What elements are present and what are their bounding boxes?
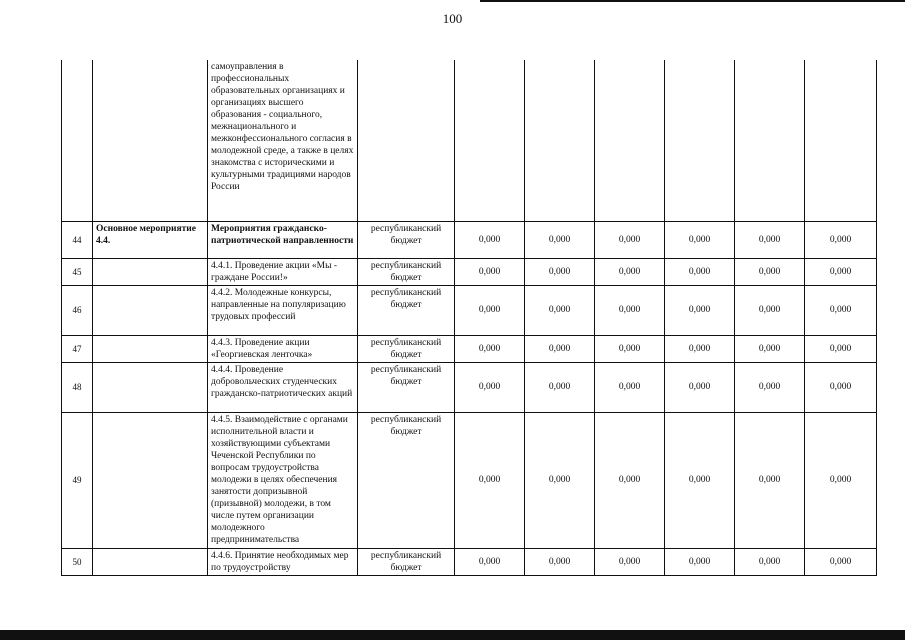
row-value: 0,000 bbox=[665, 548, 735, 575]
row-value bbox=[595, 60, 665, 221]
row-value bbox=[665, 60, 735, 221]
row-value: 0,000 bbox=[665, 362, 735, 412]
row-number: 47 bbox=[62, 335, 93, 362]
row-description: самоуправления в профессиональных образовательных организациях и организациях высшего образования - социального, межнационального и межконфессионального согласия в молодежной среде, а также в целях знакомства с историческими и культурными традициями народов России bbox=[208, 60, 358, 221]
row-value bbox=[735, 60, 805, 221]
table-row bbox=[62, 258, 877, 285]
row-value: 0,000 bbox=[455, 285, 525, 335]
row-value: 0,000 bbox=[455, 258, 525, 285]
row-number: 44 bbox=[62, 221, 93, 258]
row-value: 0,000 bbox=[455, 362, 525, 412]
row-description: 4.4.5. Взаимодействие с органами исполнительной власти и хозяйствующими субъектами Чеченской Республики по вопросам трудоустройства молодежи в целях обеспечения занятости допризывной (призывной) молодежи, в том числе путем организации молодежного предпринимательства bbox=[208, 412, 358, 548]
row-value: 0,000 bbox=[735, 258, 805, 285]
row-value: 0,000 bbox=[805, 362, 877, 412]
row-value: 0,000 bbox=[595, 335, 665, 362]
row-value: 0,000 bbox=[525, 412, 595, 548]
table-row bbox=[62, 412, 877, 548]
program-table bbox=[61, 60, 877, 576]
row-value: 0,000 bbox=[455, 412, 525, 548]
row-value: 0,000 bbox=[455, 335, 525, 362]
row-value: 0,000 bbox=[455, 221, 525, 258]
row-value: 0,000 bbox=[665, 221, 735, 258]
row-number bbox=[62, 60, 93, 221]
row-value: 0,000 bbox=[525, 335, 595, 362]
table-row bbox=[62, 221, 877, 258]
table-row bbox=[62, 362, 877, 412]
row-value: 0,000 bbox=[525, 258, 595, 285]
row-value: 0,000 bbox=[735, 335, 805, 362]
row-number: 50 bbox=[62, 548, 93, 575]
row-value: 0,000 bbox=[805, 285, 877, 335]
row-name bbox=[93, 548, 208, 575]
row-value bbox=[455, 60, 525, 221]
bottom-scan-edge bbox=[0, 630, 905, 640]
row-value: 0,000 bbox=[525, 285, 595, 335]
top-rule bbox=[480, 0, 905, 2]
row-source: республиканский бюджет bbox=[358, 548, 455, 575]
row-description: 4.4.4. Проведение добровольческих студенческих гражданско-патриотических акций bbox=[208, 362, 358, 412]
row-value: 0,000 bbox=[805, 335, 877, 362]
row-name: Основное мероприятие 4.4. bbox=[93, 221, 208, 258]
row-value bbox=[525, 60, 595, 221]
row-description: 4.4.6. Принятие необходимых мер по трудоустройству bbox=[208, 548, 358, 575]
row-value: 0,000 bbox=[595, 548, 665, 575]
row-value: 0,000 bbox=[735, 412, 805, 548]
row-source: республиканский бюджет bbox=[358, 412, 455, 548]
row-value: 0,000 bbox=[455, 548, 525, 575]
row-value: 0,000 bbox=[525, 548, 595, 575]
row-name bbox=[93, 335, 208, 362]
row-value: 0,000 bbox=[805, 221, 877, 258]
row-value: 0,000 bbox=[665, 412, 735, 548]
row-value: 0,000 bbox=[595, 285, 665, 335]
row-value: 0,000 bbox=[595, 221, 665, 258]
row-value: 0,000 bbox=[595, 258, 665, 285]
row-value: 0,000 bbox=[805, 548, 877, 575]
row-name bbox=[93, 258, 208, 285]
row-value: 0,000 bbox=[735, 221, 805, 258]
row-name bbox=[93, 60, 208, 221]
row-description: 4.4.3. Проведение акции «Георгиевская ленточка» bbox=[208, 335, 358, 362]
row-source: республиканский бюджет bbox=[358, 362, 455, 412]
row-value: 0,000 bbox=[525, 362, 595, 412]
row-value: 0,000 bbox=[805, 258, 877, 285]
row-value: 0,000 bbox=[595, 362, 665, 412]
row-value: 0,000 bbox=[665, 258, 735, 285]
page-number: 100 bbox=[442, 11, 463, 26]
row-description: 4.4.1. Проведение акции «Мы - граждане России!» bbox=[208, 258, 358, 285]
row-number: 48 bbox=[62, 362, 93, 412]
table-row bbox=[62, 548, 877, 575]
table-row bbox=[62, 285, 877, 335]
row-number: 49 bbox=[62, 412, 93, 548]
row-description: 4.4.2. Молодежные конкурсы, направленные на популяризацию трудовых профессий bbox=[208, 285, 358, 335]
row-value: 0,000 bbox=[595, 412, 665, 548]
table-row bbox=[62, 335, 877, 362]
row-name bbox=[93, 412, 208, 548]
row-source bbox=[358, 60, 455, 221]
row-value: 0,000 bbox=[805, 412, 877, 548]
row-source: республиканский бюджет bbox=[358, 285, 455, 335]
row-value: 0,000 bbox=[735, 548, 805, 575]
row-description: Мероприятия гражданско-патриотической направленности bbox=[208, 221, 358, 258]
row-source: республиканский бюджет bbox=[358, 221, 455, 258]
row-source: республиканский бюджет bbox=[358, 258, 455, 285]
row-value: 0,000 bbox=[735, 285, 805, 335]
row-source: республиканский бюджет bbox=[358, 335, 455, 362]
row-number: 45 bbox=[62, 258, 93, 285]
row-name bbox=[93, 362, 208, 412]
row-value: 0,000 bbox=[735, 362, 805, 412]
row-value: 0,000 bbox=[665, 335, 735, 362]
row-value: 0,000 bbox=[665, 285, 735, 335]
row-number: 46 bbox=[62, 285, 93, 335]
table-row bbox=[62, 60, 877, 221]
row-name bbox=[93, 285, 208, 335]
row-value bbox=[805, 60, 877, 221]
row-value: 0,000 bbox=[525, 221, 595, 258]
